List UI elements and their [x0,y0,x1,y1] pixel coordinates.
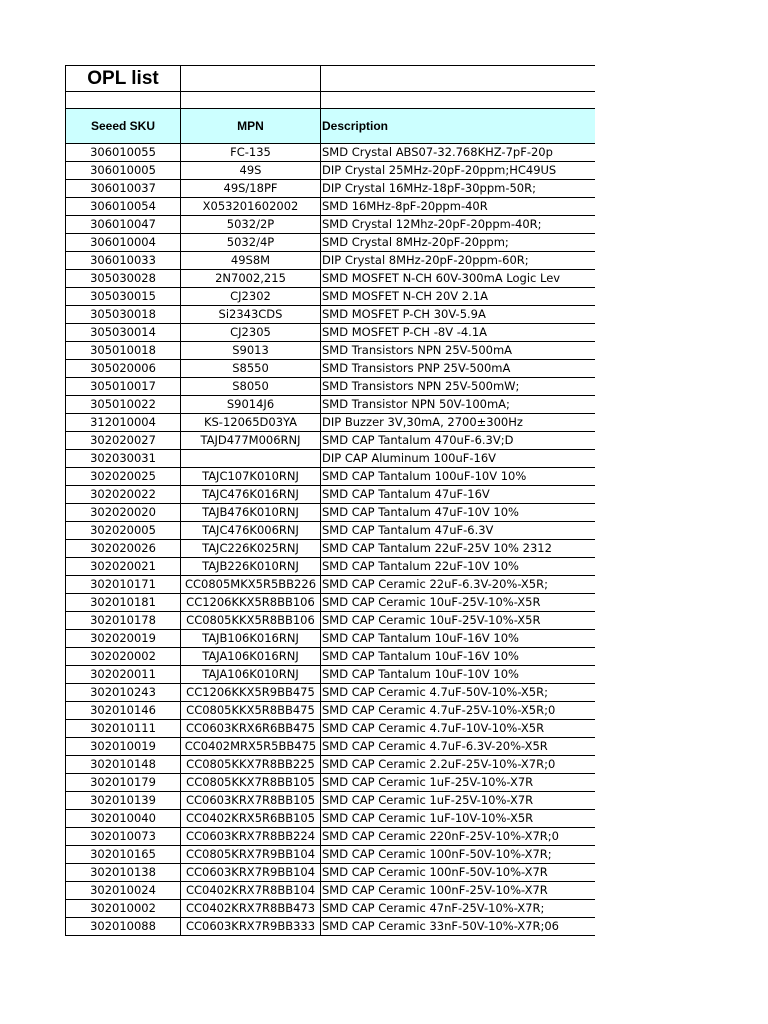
mpn-cell: CC0805KRX7R9BB104 [181,846,321,864]
description-cell: SMD MOSFET P-CH 30V-5.9A [321,306,595,324]
sku-cell: 302010148 [66,756,181,774]
table-row [66,198,595,216]
header-mpn: MPN [181,109,321,144]
mpn-cell: CJ2302 [181,288,321,306]
table-row [66,684,595,702]
sku-cell: 306010055 [66,144,181,162]
table-row [66,468,595,486]
table-row [66,324,595,342]
description-cell: SMD CAP Ceramic 4.7uF-6.3V-20%-X5R [321,738,595,756]
table-row [66,162,595,180]
table-row [66,612,595,630]
table-row [66,810,595,828]
table-row [66,882,595,900]
mpn-cell: 49S/18PF [181,180,321,198]
mpn-cell: S8550 [181,360,321,378]
mpn-cell: TAJA106K016RNJ [181,648,321,666]
description-cell: SMD CAP Ceramic 1uF-10V-10%-X5R [321,810,595,828]
description-cell: SMD CAP Ceramic 2.2uF-25V-10%-X7R;0 [321,756,595,774]
mpn-cell: TAJC476K006RNJ [181,522,321,540]
mpn-cell: CC0603KRX7R8BB105 [181,792,321,810]
sku-cell: 302010073 [66,828,181,846]
description-cell: SMD CAP Ceramic 47nF-25V-10%-X7R; [321,900,595,918]
mpn-cell: CC0402MRX5R5BB475 [181,738,321,756]
mpn-cell: CJ2305 [181,324,321,342]
sku-cell: 302030031 [66,450,181,468]
header-row [66,109,595,144]
sku-cell: 302010165 [66,846,181,864]
table-row [66,450,595,468]
mpn-cell [181,450,321,468]
empty-cell [181,66,321,92]
mpn-cell: KS-12065D03YA [181,414,321,432]
mpn-cell: CC0603KRX7R9BB333 [181,918,321,936]
description-cell: SMD Crystal ABS07-32.768KHZ-7pF-20p [321,144,595,162]
sku-cell: 305010022 [66,396,181,414]
mpn-cell: 49S8M [181,252,321,270]
sku-cell: 302010138 [66,864,181,882]
description-cell: SMD 16MHz-8pF-20ppm-40R [321,198,595,216]
table-row [66,306,595,324]
sheet-title: OPL list [66,66,181,92]
table-row [66,216,595,234]
description-cell: DIP Crystal 16MHz-18pF-30ppm-50R; [321,180,595,198]
table-row [66,558,595,576]
table-row [66,234,595,252]
table-row [66,648,595,666]
sku-cell: 305030018 [66,306,181,324]
description-cell: SMD MOSFET N-CH 60V-300mA Logic Lev [321,270,595,288]
table-row [66,540,595,558]
sku-cell: 302020026 [66,540,181,558]
table-row [66,702,595,720]
sku-cell: 302020021 [66,558,181,576]
mpn-cell: TAJC476K016RNJ [181,486,321,504]
description-cell: SMD MOSFET P-CH -8V -4.1A [321,324,595,342]
table-row [66,360,595,378]
sku-cell: 302020025 [66,468,181,486]
table-row [66,900,595,918]
sku-cell: 302010024 [66,882,181,900]
mpn-cell: TAJB226K010RNJ [181,558,321,576]
mpn-cell: TAJA106K010RNJ [181,666,321,684]
mpn-cell: CC0402KRX7R8BB473 [181,900,321,918]
sku-cell: 305030015 [66,288,181,306]
sku-cell: 302020002 [66,648,181,666]
sku-cell: 306010033 [66,252,181,270]
table-row [66,486,595,504]
description-cell: SMD CAP Ceramic 10uF-25V-10%-X5R [321,594,595,612]
table-row [66,774,595,792]
sku-cell: 302020005 [66,522,181,540]
sku-cell: 302010171 [66,576,181,594]
sku-cell: 306010047 [66,216,181,234]
table-row [66,414,595,432]
table-row [66,522,595,540]
description-cell: SMD CAP Tantalum 100uF-10V 10% [321,468,595,486]
description-cell: SMD CAP Ceramic 10uF-25V-10%-X5R [321,612,595,630]
header-description: Description [321,109,595,144]
mpn-cell: CC1206KKX5R8BB106 [181,594,321,612]
description-cell: SMD Transistors PNP 25V-500mA [321,360,595,378]
description-cell: SMD CAP Ceramic 100nF-50V-10%-X7R; [321,846,595,864]
mpn-cell: CC0603KRX7R9BB104 [181,864,321,882]
mpn-cell: CC1206KKX5R9BB475 [181,684,321,702]
description-cell: SMD CAP Ceramic 220nF-25V-10%-X7R;0 [321,828,595,846]
table-row [66,342,595,360]
description-cell: SMD CAP Ceramic 33nF-50V-10%-X7R;06 [321,918,595,936]
description-cell: SMD CAP Tantalum 10uF-16V 10% [321,648,595,666]
table-row [66,918,595,936]
mpn-cell: CC0805KKX7R8BB225 [181,756,321,774]
sku-cell: 302010178 [66,612,181,630]
mpn-cell: S8050 [181,378,321,396]
description-cell: DIP Crystal 25MHz-20pF-20ppm;HC49US [321,162,595,180]
table-row [66,594,595,612]
description-cell: SMD CAP Ceramic 1uF-25V-10%-X7R [321,792,595,810]
sku-cell: 302010088 [66,918,181,936]
sku-cell: 305020006 [66,360,181,378]
empty-cell [321,92,595,109]
sku-cell: 302020019 [66,630,181,648]
mpn-cell: CC0603KRX7R8BB224 [181,828,321,846]
description-cell: SMD CAP Tantalum 470uF-6.3V;D [321,432,595,450]
empty-cell [321,66,595,92]
mpn-cell: 49S [181,162,321,180]
mpn-cell: TAJC226K025RNJ [181,540,321,558]
description-cell: SMD CAP Ceramic 4.7uF-50V-10%-X5R; [321,684,595,702]
description-cell: SMD CAP Ceramic 100nF-25V-10%-X7R [321,882,595,900]
sku-cell: 306010037 [66,180,181,198]
table-row [66,576,595,594]
sku-cell: 302010019 [66,738,181,756]
sku-cell: 302020022 [66,486,181,504]
mpn-cell: TAJC107K010RNJ [181,468,321,486]
table-row [66,864,595,882]
description-cell: SMD CAP Ceramic 4.7uF-10V-10%-X5R [321,720,595,738]
mpn-cell: FC-135 [181,144,321,162]
table-row [66,396,595,414]
sku-cell: 306010054 [66,198,181,216]
table-row [66,720,595,738]
mpn-cell: CC0805MKX5R5BB226 [181,576,321,594]
mpn-cell: 2N7002,215 [181,270,321,288]
table-row [66,756,595,774]
mpn-cell: TAJB106K016RNJ [181,630,321,648]
description-cell: DIP CAP Aluminum 100uF-16V [321,450,595,468]
description-cell: SMD CAP Ceramic 100nF-50V-10%-X7R [321,864,595,882]
empty-cell [66,92,181,109]
table-row [66,432,595,450]
sku-cell: 302010243 [66,684,181,702]
description-cell: SMD CAP Ceramic 1uF-25V-10%-X7R [321,774,595,792]
description-cell: SMD CAP Ceramic 4.7uF-25V-10%-X5R;0 [321,702,595,720]
mpn-cell: CC0603KRX6R6BB475 [181,720,321,738]
description-cell: SMD CAP Tantalum 22uF-10V 10% [321,558,595,576]
sku-cell: 302020020 [66,504,181,522]
table-row [66,144,595,162]
mpn-cell: CC0402KRX7R8BB104 [181,882,321,900]
mpn-cell: CC0805KKX5R8BB106 [181,612,321,630]
sku-cell: 305030014 [66,324,181,342]
sku-cell: 302010179 [66,774,181,792]
sku-cell: 305010018 [66,342,181,360]
sku-cell: 302020027 [66,432,181,450]
table-row [66,792,595,810]
sku-cell: 302010139 [66,792,181,810]
description-cell: DIP Crystal 8MHz-20pF-20ppm-60R; [321,252,595,270]
description-cell: SMD Transistors NPN 25V-500mA [321,342,595,360]
description-cell: SMD CAP Tantalum 10uF-10V 10% [321,666,595,684]
spacer-row [66,92,595,109]
table-row [66,738,595,756]
table-row [66,252,595,270]
table-row [66,504,595,522]
header-sku: Seeed SKU [66,109,181,144]
description-cell: SMD Transistor NPN 50V-100mA; [321,396,595,414]
mpn-cell: CC0402KRX5R6BB105 [181,810,321,828]
sku-cell: 302020011 [66,666,181,684]
description-cell: SMD CAP Ceramic 22uF-6.3V-20%-X5R; [321,576,595,594]
table-row [66,846,595,864]
sku-cell: 302010111 [66,720,181,738]
opl-table [65,65,595,936]
sku-cell: 306010004 [66,234,181,252]
sku-cell: 312010004 [66,414,181,432]
description-cell: SMD Transistors NPN 25V-500mW; [321,378,595,396]
sku-cell: 306010005 [66,162,181,180]
sku-cell: 302010040 [66,810,181,828]
sku-cell: 305030028 [66,270,181,288]
table-row [66,180,595,198]
description-cell: SMD Crystal 8MHz-20pF-20ppm; [321,234,595,252]
table-row [66,666,595,684]
table-row [66,378,595,396]
description-cell: SMD Crystal 12Mhz-20pF-20ppm-40R; [321,216,595,234]
description-cell: DIP Buzzer 3V,30mA, 2700±300Hz [321,414,595,432]
sku-cell: 302010002 [66,900,181,918]
empty-cell [181,92,321,109]
description-cell: SMD MOSFET N-CH 20V 2.1A [321,288,595,306]
table-row [66,270,595,288]
table-row [66,288,595,306]
table-row [66,630,595,648]
mpn-cell: Si2343CDS [181,306,321,324]
table-row [66,828,595,846]
mpn-cell: TAJD477M006RNJ [181,432,321,450]
description-cell: SMD CAP Tantalum 47uF-6.3V [321,522,595,540]
mpn-cell: CC0805KKX5R8BB475 [181,702,321,720]
mpn-cell: 5032/4P [181,234,321,252]
mpn-cell: S9014J6 [181,396,321,414]
mpn-cell: 5032/2P [181,216,321,234]
sku-cell: 302010181 [66,594,181,612]
description-cell: SMD CAP Tantalum 22uF-25V 10% 2312 [321,540,595,558]
title-row [66,66,595,92]
description-cell: SMD CAP Tantalum 47uF-10V 10% [321,504,595,522]
mpn-cell: X053201602002 [181,198,321,216]
sku-cell: 302010146 [66,702,181,720]
description-cell: SMD CAP Tantalum 10uF-16V 10% [321,630,595,648]
sku-cell: 305010017 [66,378,181,396]
mpn-cell: TAJB476K010RNJ [181,504,321,522]
description-cell: SMD CAP Tantalum 47uF-16V [321,486,595,504]
mpn-cell: CC0805KKX7R8BB105 [181,774,321,792]
mpn-cell: S9013 [181,342,321,360]
